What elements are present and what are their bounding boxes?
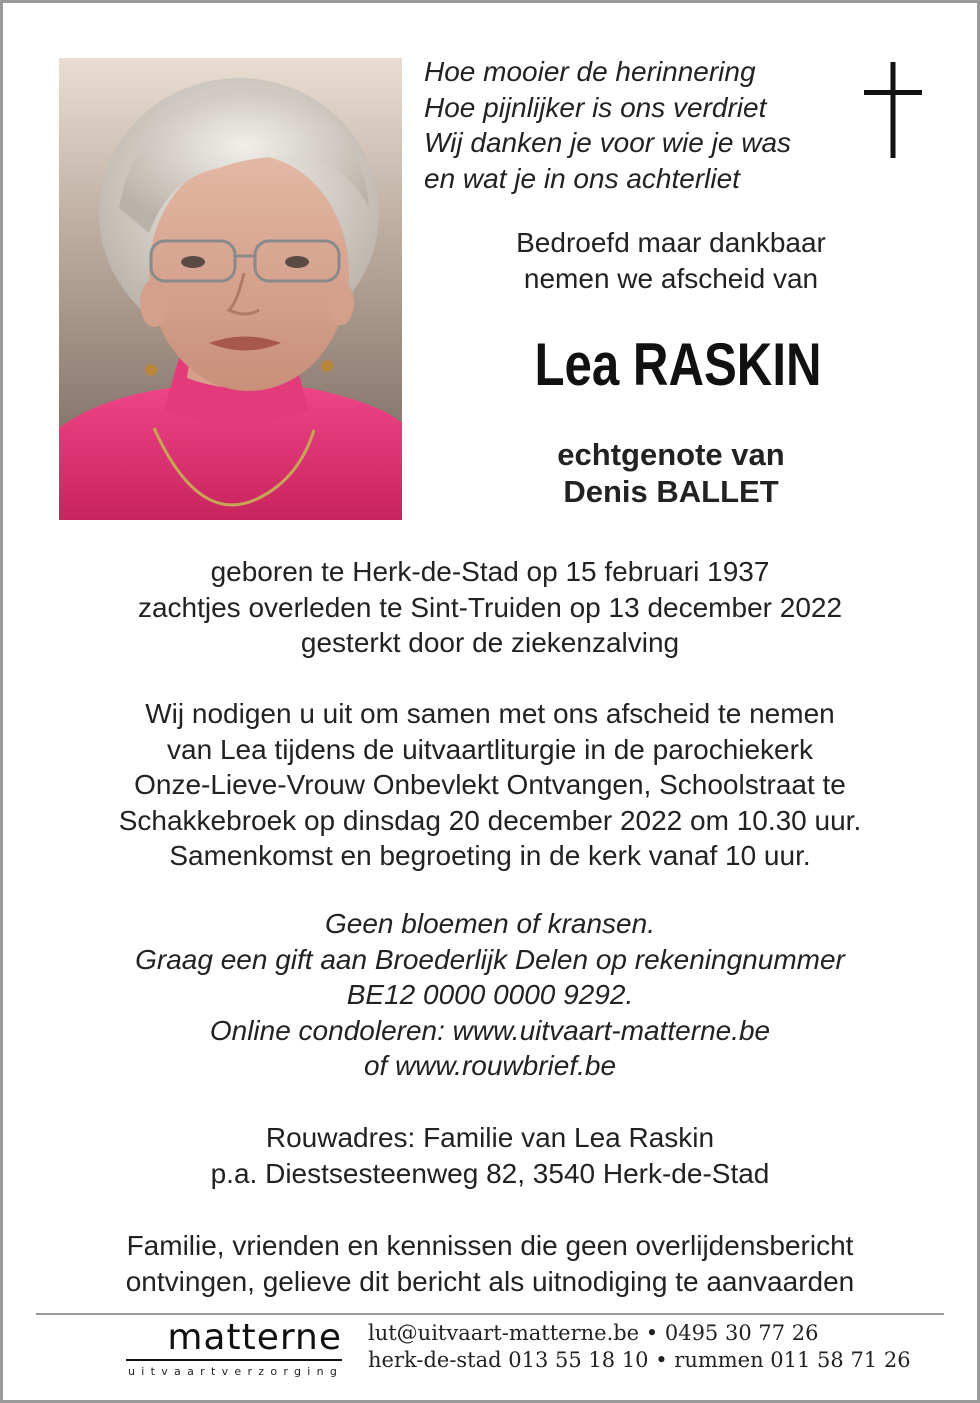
birth-line: geboren te Herk-de-Stad op 15 februari 1937 (210, 556, 770, 587)
death-line: zachtjes overleden te Sint-Truiden op 13 december 2022 (137, 591, 843, 623)
footer-divider (36, 1313, 944, 1315)
logo-wordmark: matterne (167, 1317, 342, 1358)
logo-underline (126, 1359, 342, 1361)
intro-text (440, 225, 902, 296)
poem-line: Hoe mooier de herinnering (424, 56, 756, 87)
invitation-line: van Lea tijdens de uitvaartliturgie in de parochiekerk (167, 733, 813, 765)
poem-line: en wat je in ons achterliet (424, 162, 740, 194)
logo-subtitle: uitvaartverzorging (128, 1365, 344, 1378)
contact-line: herk-de-stad 013 55 18 10 • rummen 011 58 71 26 (368, 1348, 911, 1372)
matterne-logo (124, 1318, 346, 1382)
poem-line: Hoe pijnlijker is ons verdriet (424, 91, 767, 123)
donation-notes (40, 906, 940, 1084)
notes-line: of www.rouwbrief.be (363, 1050, 617, 1081)
life-details (40, 554, 940, 661)
invitation-line: Samenkomst en begroeting in de kerk vanaf 10 uur. (169, 840, 811, 871)
closing-text (40, 1228, 940, 1299)
invitation-line: Wij nodigen u uit om samen met ons afscheid te nemen (145, 698, 835, 729)
notes-line: Online condoleren: www.uitvaart-matterne.be (209, 1014, 771, 1046)
contact-info (368, 1320, 911, 1374)
relation-label: echtgenote van (557, 437, 785, 472)
invitation-line: Schakkebroek op dinsdag 20 december 2022 om 10.30 uur. (118, 804, 862, 836)
spouse-name: Denis BALLET (563, 474, 779, 509)
cross-icon (864, 62, 922, 160)
poem-line: Wij danken je voor wie je was (424, 127, 792, 158)
notes-line: Geen bloemen of kransen. (325, 908, 655, 939)
closing-line: ontvingen, gelieve dit bericht als uitnodiging te aanvaarden (125, 1265, 855, 1297)
spouse-info (440, 436, 902, 510)
notes-line: BE12 0000 0000 9292. (346, 979, 634, 1010)
address-line: p.a. Diestsesteenweg 82, 3540 Herk-de-Stad (210, 1157, 770, 1189)
memorial-poem (424, 54, 854, 196)
intro-line: Bedroefd maar dankbaar (516, 227, 826, 258)
portrait-photo (59, 58, 402, 520)
contact-line: lut@uitvaart-matterne.be • 0495 30 77 26 (368, 1321, 819, 1345)
intro-line: nemen we afscheid van (523, 262, 819, 294)
address-line: Rouwadres: Familie van Lea Raskin (265, 1122, 715, 1153)
invitation-line: Onze-Lieve-Vrouw Onbevlekt Ontvangen, Schoolstraat te (134, 769, 846, 800)
deceased-name: Lea RASKIN (534, 331, 822, 398)
closing-line: Familie, vrienden en kennissen die geen overlijdensbericht (126, 1230, 854, 1261)
funeral-invitation (40, 696, 940, 874)
sacrament-line: gesterkt door de ziekenzalving (300, 627, 680, 658)
notes-line: Graag een gift aan Broederlijk Delen op rekeningnummer (135, 943, 845, 975)
mourning-address (40, 1120, 940, 1191)
